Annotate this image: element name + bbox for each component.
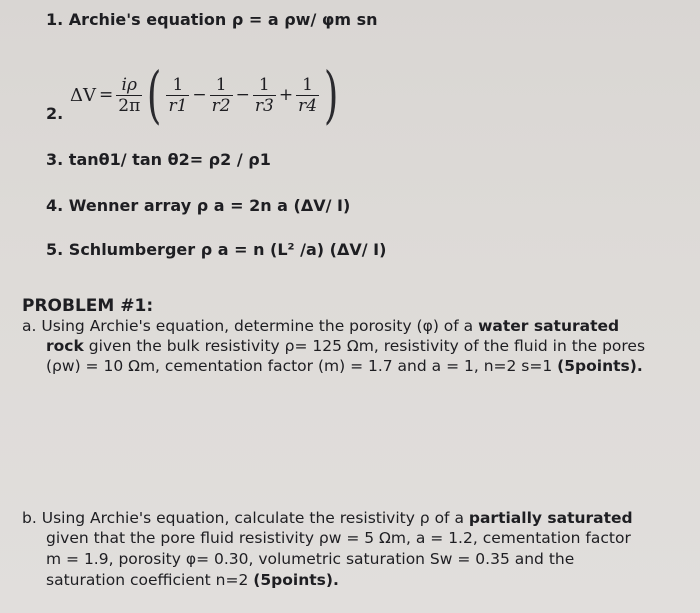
- term-1-numerator: 1: [166, 75, 189, 96]
- equation-5-number: 5.: [46, 240, 64, 259]
- term-2-fraction: [210, 75, 233, 116]
- problem-title: PROBLEM #1:: [22, 296, 154, 316]
- part-b-line-1: [22, 508, 633, 528]
- term-4-denominator: r4: [298, 95, 318, 116]
- part-b-points: (5points).: [253, 571, 339, 589]
- equation-3-text: tanθ1/ tan θ2= ρ2 / ρ1: [68, 150, 271, 169]
- equation-3: [46, 150, 271, 169]
- equation-5-text: Schlumberger ρ a = n (L² /a) (ΔV/ I): [68, 240, 387, 259]
- operator-2: −: [235, 85, 250, 105]
- equation-4-number: 4.: [46, 196, 64, 215]
- equation-5: [46, 240, 386, 259]
- part-b-line-3: m = 1.9, porosity φ= 0.30, volumetric saturation Sw = 0.35 and the: [46, 550, 575, 568]
- part-b-label: b.: [22, 509, 37, 527]
- term-1-fraction: [166, 75, 189, 116]
- part-b-line-4: [46, 570, 339, 590]
- term-3-fraction: [253, 75, 276, 116]
- left-parenthesis: (: [147, 58, 162, 131]
- term-2-numerator: 1: [210, 75, 233, 96]
- part-a-line-2-text: given the bulk resistivity ρ= 125 Ωm, resistivity of the fluid in the pores: [83, 337, 646, 355]
- part-b-line-2: given that the pore fluid resistivity ρw = 5 Ωm, a = 1.2, cementation factor: [46, 529, 631, 547]
- coefficient-denominator: 2π: [118, 95, 141, 116]
- equation-1: [46, 10, 378, 29]
- part-a-label: a.: [22, 317, 37, 335]
- part-b-line-1-text: Using Archie's equation, calculate the resistivity ρ of a: [41, 509, 469, 527]
- equation-2-number: 2.: [46, 104, 64, 123]
- operator-1: −: [192, 85, 207, 105]
- part-a-points: (5points).: [557, 357, 643, 375]
- equation-1-number: 1.: [46, 10, 64, 29]
- equation-1-text: Archie's equation ρ = a ρw/ φm sn: [68, 10, 378, 29]
- part-a-line-3: [46, 356, 643, 376]
- coefficient-numerator: iρ: [116, 75, 142, 96]
- part-b-line-4-text: saturation coefficient n=2: [46, 571, 254, 589]
- equation-3-number: 3.: [46, 150, 64, 169]
- equation-2-formula: [70, 60, 343, 130]
- equation-4-text: Wenner array ρ a = 2n a (ΔV/ I): [68, 196, 351, 215]
- term-3-numerator: 1: [253, 75, 276, 96]
- part-a-line-2: [46, 336, 645, 356]
- part-a-line-3-text: (ρw) = 10 Ωm, cementation factor (m) = 1.7 and a = 1, n=2 s=1: [46, 357, 558, 375]
- operator-3: +: [278, 85, 294, 105]
- part-a-line-1-text: Using Archie's equation, determine the porosity (φ) of a: [41, 317, 479, 335]
- equals-sign: =: [99, 85, 114, 105]
- term-4-numerator: 1: [296, 75, 319, 96]
- coefficient-fraction: [116, 75, 142, 116]
- equation-4: [46, 196, 350, 215]
- part-a-line-1: [22, 316, 619, 336]
- term-3-denominator: r3: [254, 95, 274, 116]
- part-a-rock: rock: [46, 337, 84, 355]
- right-parenthesis: ): [323, 58, 339, 131]
- term-2-denominator: r2: [211, 95, 231, 116]
- part-a-water-saturated: water saturated: [478, 317, 620, 335]
- delta-v-symbol: ΔV: [70, 84, 96, 106]
- term-1-denominator: r1: [168, 95, 188, 116]
- part-b-partially-saturated: partially saturated: [468, 509, 633, 527]
- term-4-fraction: [296, 75, 319, 116]
